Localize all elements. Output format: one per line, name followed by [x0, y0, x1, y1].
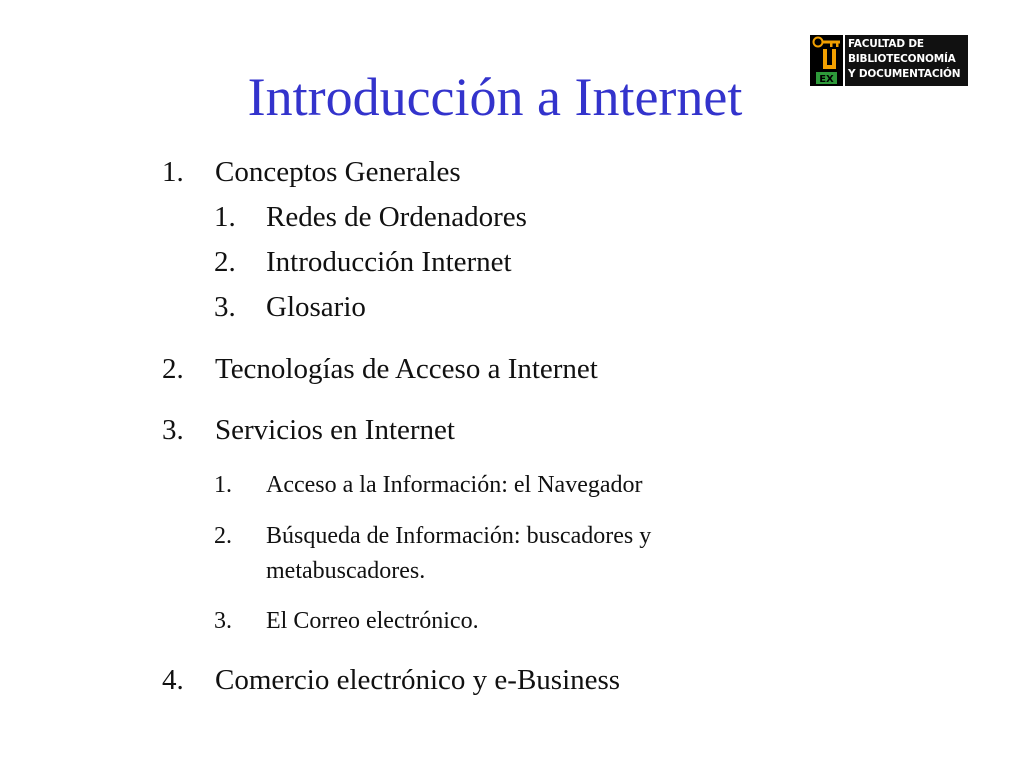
subitem-label-line-1: Búsqueda de Información: buscadores y: [266, 523, 652, 549]
subitem-number: 1.: [214, 201, 236, 233]
subitem-label: Introducción Internet: [266, 246, 512, 278]
item-label: Conceptos Generales: [215, 156, 461, 188]
item-number: 3.: [162, 414, 184, 446]
logo-line-3: Y DOCUMENTACIÓN: [848, 68, 961, 80]
logo-text-block: [845, 35, 968, 86]
item-label: Comercio electrónico y e-Business: [215, 664, 621, 696]
logo-line-2: BIBLIOTECONOMÍA: [848, 53, 956, 65]
item-label: Servicios en Internet: [215, 414, 455, 446]
subitem-number: 1.: [214, 472, 232, 498]
item-label: Tecnologías de Acceso a Internet: [215, 353, 598, 385]
slide-title: Introducción a Internet: [247, 67, 743, 127]
subitem-label-line-2: metabuscadores.: [266, 558, 426, 584]
university-emblem-icon: [810, 35, 843, 86]
subitem-label: Glosario: [266, 291, 366, 323]
subitem-number: 2.: [214, 523, 232, 549]
item-number: 2.: [162, 353, 184, 385]
logo-line-1: FACULTAD DE: [848, 38, 924, 50]
subitem-number: 3.: [214, 608, 232, 634]
subitem-number: 2.: [214, 246, 236, 278]
subitem-label: Acceso a la Información: el Navegador: [266, 472, 643, 498]
faculty-logo: [810, 35, 968, 86]
item-number: 4.: [162, 664, 184, 696]
emblem-letters: EX: [819, 74, 834, 85]
emblem-graphic: [810, 35, 843, 86]
item-number: 1.: [162, 156, 184, 188]
subitem-number: 3.: [214, 291, 236, 323]
subitem-label: El Correo electrónico.: [266, 608, 479, 634]
subitem-label: Redes de Ordenadores: [266, 201, 527, 233]
